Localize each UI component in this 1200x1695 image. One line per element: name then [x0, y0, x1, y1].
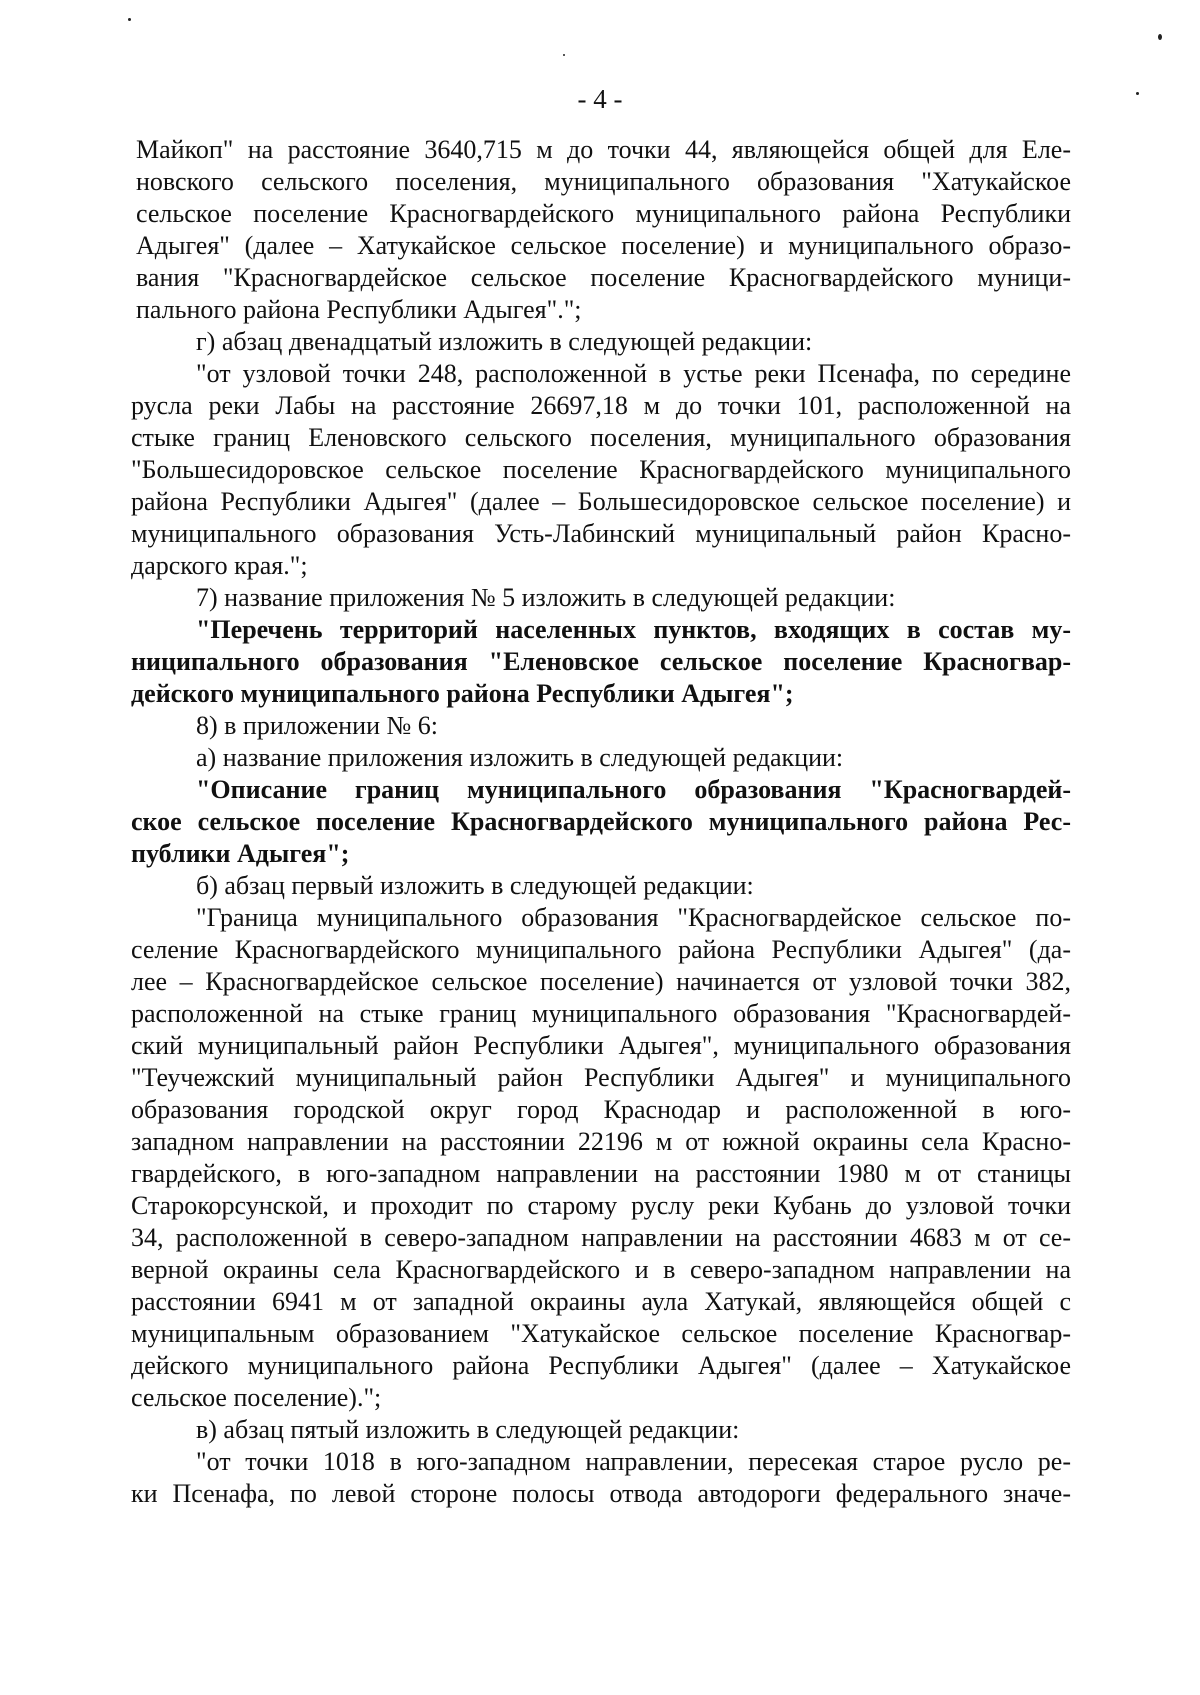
text-line: публики Адыгея";	[131, 839, 350, 868]
text-line: муниципальным образованием "Хатукайское сельское поселение Красногвар-	[131, 1319, 1071, 1348]
scan-speck	[128, 18, 131, 21]
text-line: ский муниципальный район Республики Адыгея", муниципального образования	[131, 1031, 1071, 1060]
text-line: пального района Республики Адыгея".";	[136, 295, 582, 324]
text-line: западном направлении на расстоянии 22196 м от южной окраины села Красно-	[131, 1127, 1071, 1156]
text-line: "Описание границ муниципального образования "Красногвардей-	[196, 775, 1071, 804]
text-line: муниципального образования Усть-Лабинский муниципальный район Красно-	[131, 519, 1071, 548]
document-body	[131, 134, 1071, 1510]
paragraph-item-g: г) абзац двенадцатый изложить в следующей редакции:	[196, 327, 813, 356]
paragraph-annex5-title	[131, 614, 1071, 710]
text-line: дейского муниципального района Республики Адыгея";	[131, 679, 794, 708]
text-line: 34, расположенной в северо-западном направлении на расстоянии 4683 м от се-	[131, 1223, 1071, 1252]
text-line: новского сельского поселения, муниципального образования "Хатукайское	[136, 167, 1071, 196]
paragraph-quote-g	[131, 358, 1071, 582]
scan-speck	[563, 54, 565, 56]
paragraph-continuation	[131, 134, 1071, 326]
text-line: селение Красногвардейского муниципального района Республики Адыгея" (да-	[131, 935, 1071, 964]
text-line: "от узловой точки 248, расположенной в устье реки Псенафа, по середине	[196, 359, 1071, 388]
text-line: "Большесидоровское сельское поселение Красногвардейского муниципального	[131, 455, 1071, 484]
text-line: дейского муниципального района Республики Адыгея" (далее – Хатукайское	[131, 1351, 1071, 1380]
text-line: сельское поселение).";	[131, 1383, 382, 1412]
text-line: расстоянии 6941 м от западной окраины аула Хатукай, являющейся общей с	[131, 1287, 1071, 1316]
text-line: ки Псенафа, по левой стороне полосы отвода автодороги федерального значе-	[131, 1479, 1071, 1508]
text-line: сельское поселение Красногвардейского муниципального района Республики	[136, 199, 1071, 228]
text-line: района Республики Адыгея" (далее – Большесидоровское сельское поселение) и	[131, 487, 1071, 516]
scan-speck	[1158, 34, 1162, 40]
text-line: русла реки Лабы на расстояние 26697,18 м до точки 101, расположенной на	[131, 391, 1071, 420]
text-line: ниципального образования "Еленовское сельское поселение Красногвар-	[131, 647, 1071, 676]
text-line: ское сельское поселение Красногвардейского муниципального района Рес-	[131, 807, 1071, 836]
text-line: Адыгея" (далее – Хатукайское сельское поселение) и муниципального образо-	[136, 231, 1071, 260]
page-number: - 4 -	[577, 84, 623, 114]
text-line: Старокорсунской, и проходит по старому руслу реки Кубань до узловой точки	[131, 1191, 1071, 1220]
text-line: "Перечень территорий населенных пунктов, входящих в состав му-	[196, 615, 1071, 644]
paragraph-item-8: 8) в приложении № 6:	[196, 711, 439, 740]
text-line: образования городской округ город Краснодар и расположенной в юго-	[131, 1095, 1071, 1124]
paragraph-annex6-title	[131, 774, 1071, 870]
text-line: Майкоп" на расстояние 3640,715 м до точки 44, являющейся общей для Еле-	[136, 135, 1071, 164]
text-line: верной окраины села Красногвардейского и в северо-западном направлении на	[131, 1255, 1071, 1284]
paragraph-item-a: а) название приложения изложить в следующей редакции:	[196, 743, 844, 772]
text-line: вания "Красногвардейское сельское поселение Красногвардейского муници-	[136, 263, 1071, 292]
text-line: "Теучежский муниципальный район Республики Адыгея" и муниципального	[131, 1063, 1071, 1092]
paragraph-item-7: 7) название приложения № 5 изложить в следующей редакции:	[196, 583, 896, 612]
text-line: "от точки 1018 в юго-западном направлении, пересекая старое русло ре-	[196, 1447, 1071, 1476]
paragraph-item-v: в) абзац пятый изложить в следующей редакции:	[196, 1415, 740, 1444]
text-line: гвардейского, в юго-западном направлении на расстоянии 1980 м от станицы	[131, 1159, 1071, 1188]
paragraph-item-b: б) абзац первый изложить в следующей редакции:	[196, 871, 754, 900]
paragraph-quote-v	[131, 1446, 1071, 1510]
text-line: "Граница муниципального образования "Красногвардейское сельское по-	[196, 903, 1071, 932]
text-line: расположенной на стыке границ муниципального образования "Красногвардей-	[131, 999, 1071, 1028]
text-line: дарского края.";	[131, 551, 308, 580]
text-line: лее – Красногвардейское сельское поселение) начинается от узловой точки 382,	[131, 967, 1071, 996]
paragraph-quote-b	[131, 902, 1071, 1414]
text-line: стыке границ Еленовского сельского поселения, муниципального образования	[131, 423, 1071, 452]
